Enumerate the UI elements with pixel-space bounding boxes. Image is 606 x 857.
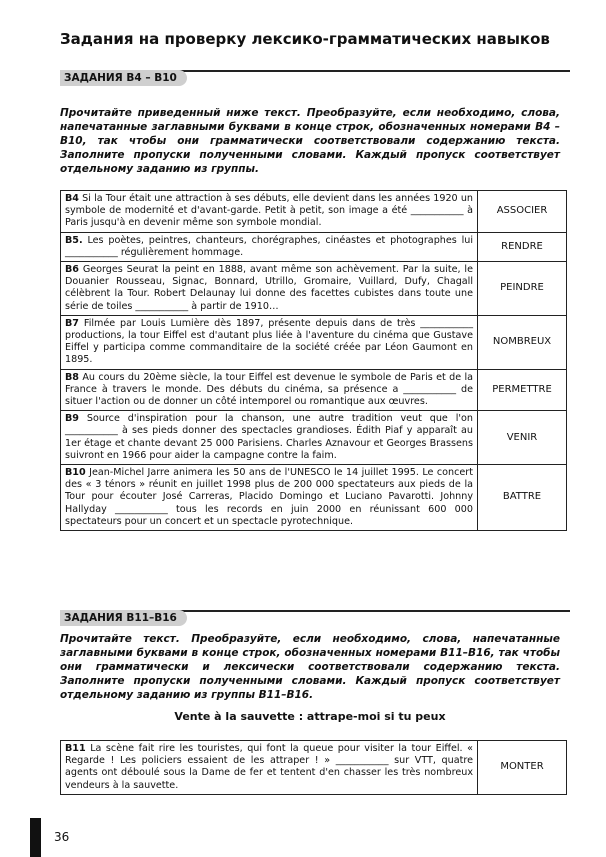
task-number: B7 (65, 317, 79, 329)
task-table-b4-b10 (60, 190, 567, 531)
task-text: Source d'inspiration pour la chanson, une autre tradition veut que l'on ___________ à ses pieds donner des spectacles grandioses. Édith Piaf y apparaît au 1er étage et chante devant 25 000 Parisiens. Charles Aznavour et Georges Brassens suivront en 1966 pour aider la campagne contre la faim. (65, 413, 473, 461)
instruction-b4-b10: Прочитайте приведенный ниже текст. Преобразуйте, если необходимо, слова, напечатанные заглавными буквами в конце строк, обозначенных номерами B4 – B10, так чтобы они грамматически соответствовали содержанию текста. Заполните пропуски полученными словами. Каждый пропуск соответствует отдельному заданию из группы. (60, 107, 560, 175)
task-text: Jean-Michel Jarre animera les 50 ans de l'UNESCO le 14 juillet 1995. Le concert des « 3 ténors » réunit en juillet 1998 plus de 200 000 spectateurs aux pieds de la Tour pour écouter José Carreras, Placido Domingo et Luciano Pavarotti. Johnny Hallyday ___________ tous les records en juin 2000 en réunissant 600 000 spectateurs pour un concert et un spectacle pyrotechnique. (65, 467, 473, 527)
task-row (61, 315, 567, 369)
task-text: Georges Seurat la peint en 1888, avant même son achèvement. Par la suite, le Douanier Rousseau, Signac, Bonnard, Utrillo, Gromaire, Vuillard, Dufy, Chagall célèbrent la Tour. Robert Delaunay lui donne des facettes cubistes dans toute une série de toiles ___________ à partir de 1910… (65, 264, 473, 312)
keyword-cell: VENIR (478, 411, 567, 465)
keyword-cell: RENDRE (478, 232, 567, 261)
task-number: B6 (65, 264, 79, 276)
task-number: B10 (65, 467, 86, 479)
task-number: B4 (65, 193, 79, 204)
task-text: Filmée par Louis Lumière dès 1897, présente depuis dans de très ___________ productions, la tour Eiffel est d'autant plus liée à l'aventure du cinéma que Gustave Eiffel y participa comme commanditaire de la société créée par Léon Gaumont en 1895. (65, 317, 473, 366)
keyword-cell: MONTER (478, 741, 567, 795)
task-row (61, 232, 567, 261)
task-row (61, 262, 567, 316)
keyword-cell: PERMETTRE (478, 369, 567, 411)
task-row (61, 191, 567, 233)
task-number: B9 (65, 413, 79, 425)
task-row (61, 369, 567, 411)
footer-marker (30, 818, 41, 857)
page-number: 36 (54, 830, 70, 844)
task-text-cell (61, 369, 478, 411)
page-title: Задания на проверку лексико-грамматических навыков (60, 30, 550, 48)
instruction-b11-b16: Прочитайте текст. Преобразуйте, если необходимо, слова, напечатанные заглавными буквами в конце строк, обозначенных номерами B11–B16, так чтобы они грамматически и лексически соответствовали содержанию текста. Заполните пропуски полученными словами. Каждый пропуск соответствует отдельному заданию из группы B11–B16. (60, 633, 560, 701)
keyword-cell: BATTRE (478, 465, 567, 531)
task-text-cell (61, 191, 478, 233)
task-row (61, 411, 567, 465)
task-row (61, 465, 567, 531)
task-row (61, 741, 567, 795)
task-text-cell (61, 741, 478, 795)
task-text: Si la Tour était une attraction à ses débuts, elle devient dans les années 1920 un symbole de modernité et d'avant-garde. Petit à petit, son image a été ___________ à Paris jusqu'à en devenir même son symbole mondial. (65, 193, 473, 229)
task-number: B5. (65, 234, 83, 246)
keyword-cell: PEINDRE (478, 262, 567, 316)
task-text: Les poètes, peintres, chanteurs, chorégraphes, cinéastes et photographes lui ___________ régulièrement hommage. (65, 234, 473, 258)
task-text-cell (61, 315, 478, 369)
keyword-cell: ASSOCIER (478, 191, 567, 233)
task-text-cell (61, 232, 478, 261)
task-text-cell (61, 465, 478, 531)
task-text-cell (61, 411, 478, 465)
section-label: ЗАДАНИЯ B4 – B10 (60, 70, 187, 86)
section-label: ЗАДАНИЯ B11–B16 (60, 610, 187, 626)
section-header-b11-b16 (60, 610, 570, 626)
task-text: Au cours du 20ème siècle, la tour Eiffel est devenue le symbole de Paris et de la France à travers le monde. Des débuts du cinéma, sa présence a ___________ de situer l'action ou de donner un côté intemporel ou romantique aux œuvres. (65, 371, 473, 408)
task-text: La scène fait rire les touristes, qui font la queue pour visiter la tour Eiffel. « Regarde ! Les policiers essaient de les attraper ! » ___________ sur VTT, quatre agents ont déboulé sous la Dame de fer et tentent d'en chasser les très nombreux vendeurs à la sauvette. (65, 743, 473, 791)
task-number: B8 (65, 371, 79, 383)
task-text-cell (61, 262, 478, 316)
text-subheading: Vente à la sauvette : attrape-moi si tu peux (174, 710, 446, 723)
keyword-cell: NOMBREUX (478, 315, 567, 369)
task-number: B11 (65, 743, 86, 754)
task-table-b11-b16 (60, 740, 567, 795)
section-header-b4-b10 (60, 70, 570, 86)
